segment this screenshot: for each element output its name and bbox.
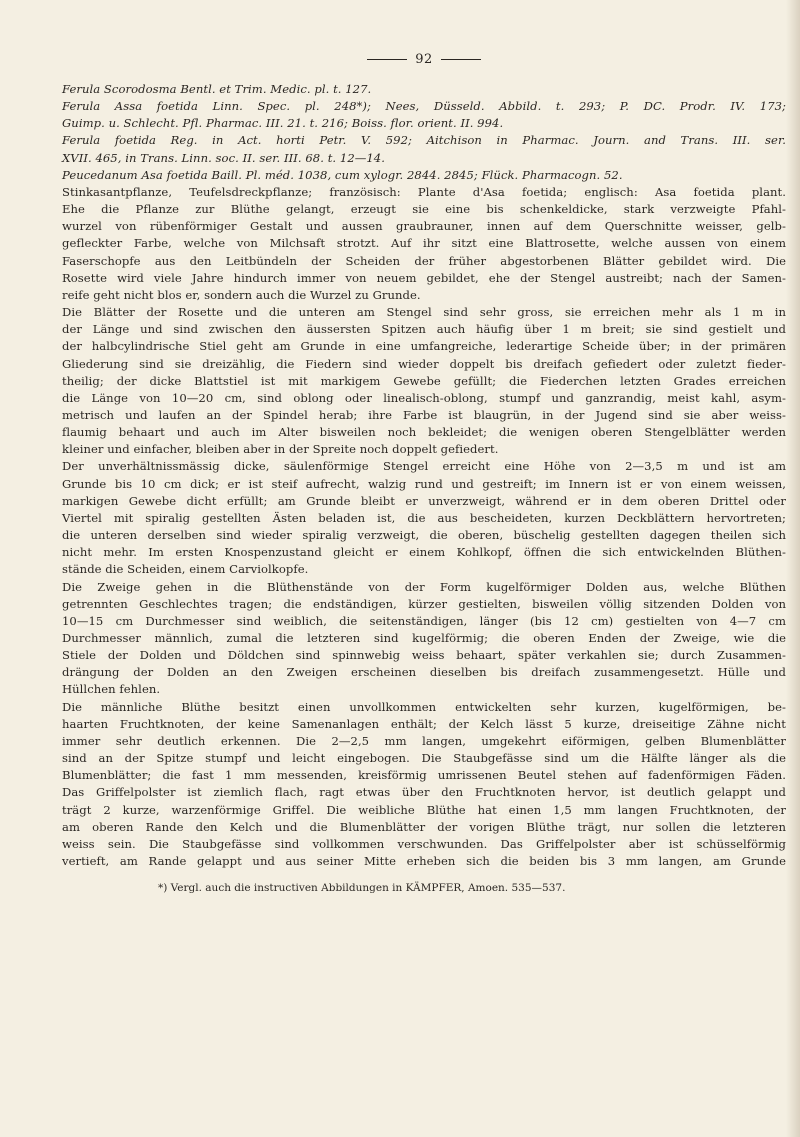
text-line: Die Blätter der Rosette und die unteren am Stengel sind sehr gross, sie erreichen mehr als 1 m in [62, 305, 786, 320]
text-line: Hüllchen fehlen. [62, 682, 161, 697]
text-line: weiss sein. Die Staubgefässe sind vollkommen verschwunden. Das Griffelpolster aber ist schüsselförmig [62, 836, 786, 851]
text-line: Das Griffelpolster ist ziemlich flach, ragt etwas über den Fruchtknoten hervor, ist deutlich gelappt und [62, 785, 786, 800]
text-line: wurzel von rübenförmiger Gestalt und aussen graubrauner, innen auf dem Querschnitte weisser, gelb- [62, 219, 786, 234]
text-line: 10—15 cm Durchmesser sind weiblich, die seitenständigen, länger (bis 12 cm) gestielten von 4—7 cm [62, 613, 786, 628]
text-line: am oberen Rande den Kelch und die Blumenblätter der vorigen Blüthe trägt, nur sollen die letzteren [62, 819, 786, 834]
text-line: trägt 2 kurze, warzenförmige Griffel. Die weibliche Blüthe hat einen 1,5 mm langen Fruchtknoten, der [62, 802, 786, 817]
text-line: Ferula Scorodosma Bentl. et Trim. Medic. pl. t. 127. [62, 82, 372, 96]
text-line: immer sehr deutlich erkennen. Die 2—2,5 mm langen, umgekehrt eiförmigen, gelben Blumenblätter [62, 733, 786, 748]
text-line: der Länge und sind zwischen den äussersten Spitzen auch häufig über 1 m breit; sie sind gestielt und [62, 322, 786, 337]
text-line: nicht mehr. Im ersten Knospenzustand gleicht er einem Kohlkopf, öffnen die sich entwickelnden Blüthen- [62, 545, 786, 560]
text-line: kleiner und einfacher, bleiben aber in der Spreite noch doppelt gefiedert. [62, 442, 499, 457]
text-line: getrennten Geschlechtes tragen; die endständigen, kürzer gestielten, bisweilen völlig sitzenden Dolden von [62, 596, 786, 611]
text-line: stände die Scheiden, einem Carviolkopfe. [62, 562, 309, 577]
text-line: Der unverhältnissmässig dicke, säulenförmige Stengel erreicht eine Höhe von 2—3,5 m und ist am [62, 459, 786, 474]
text-line: Peucedanum Asa foetida Baill. Pl. méd. 1038, cum xylogr. 2844. 2845; Flück. Pharmacogn. 52. [62, 167, 623, 182]
page-body [62, 0, 786, 894]
text-line: Stiele der Dolden und Döldchen sind spinnwebig weiss behaart, später verkahlen sie; durch Zusammen- [62, 648, 786, 663]
text-line: metrisch und laufen an der Spindel herab; ihre Farbe ist blaugrün, in der Jugend sind sie aber weiss- [62, 407, 786, 422]
text-line: die unteren derselben sind wieder spiralig verzweigt, die oberen, büschelig gestellten dagegen theilen sich [62, 528, 786, 543]
text-line: gefleckter Farbe, welche von Milchsaft strotzt. Auf ihr sitzt eine Blattrosette, welche aussen von einem [62, 236, 786, 251]
text-line: sind an der Spitze stumpf und leicht eingebogen. Die Staubgefässe sind um die Hälfte länger als die [62, 751, 786, 766]
text-line: Gliederung sind sie dreizählig, die Fiedern sind wieder doppelt bis dreifach gefiedert oder zuletzt fieder- [62, 356, 786, 371]
text-line: Faserschopfe aus den Leitbündeln der Scheiden der früher abgestorbenen Blätter gebildet wird. Die [62, 253, 786, 268]
text-line: Ferula foetida Reg. in Act. horti Petr. V. 592; Aitchison in Pharmac. Journ. and Trans. III. ser. [62, 133, 786, 148]
text-line: Grunde bis 10 cm dick; er ist steif aufrecht, walzig rund und gestreift; im Innern ist er von einem weissen, [62, 476, 786, 491]
text-line: vertieft, am Rande gelappt und aus seiner Mitte erheben sich die beiden bis 3 mm langen, am Grunde [62, 854, 786, 869]
body-text [62, 81, 786, 870]
text-line: flaumig behaart und auch im Alter bisweilen noch bekleidet; die wenigen oberen Stengelblätter werden [62, 425, 786, 440]
text-line: die Länge von 10—20 cm, sind oblong oder linealisch-oblong, stumpf und ganzrandig, meist kahl, asym- [62, 390, 786, 405]
text-line: theilig; der dicke Blattstiel ist mit markigem Gewebe gefüllt; die Fiederchen letzten Grades erreichen [62, 373, 786, 388]
text-line: Stinkasantpflanze, Teufelsdreckpflanze; französisch: Plante d'Asa foetida; englisch: Asa foetida plant. [62, 184, 786, 199]
text-line: XVII. 465, in Trans. Linn. soc. II. ser. III. 68. t. 12—14. [62, 150, 385, 165]
text-line: Ferula Assa foetida Linn. Spec. pl. 248*); Nees, Düsseld. Abbild. t. 293; P. DC. Prodr. IV. 173; [62, 99, 786, 114]
text-line: Die Zweige gehen in die Blüthenstände von der Form kugelförmiger Dolden aus, welche Blüthen [62, 579, 786, 594]
text-line: haarten Fruchtknoten, der keine Samenanlagen enthält; der Kelch lässt 5 kurze, dreiseitige Zähne nicht [62, 716, 786, 731]
text-line: Blumenblätter; die fast 1 mm messenden, kreisförmig umrissenen Beutel stehen auf fadenförmigen Fäden. [62, 768, 786, 783]
page-edge-shadow [786, 0, 800, 1137]
footnote: *) Vergl. auch die instructiven Abbildungen in KÄMPFER, Amoen. 535—537. [158, 882, 566, 895]
rule-left [367, 59, 407, 60]
page-number [62, 52, 786, 67]
text-line: der halbcylindrische Stiel geht am Grunde in eine umfangreiche, lederartige Scheide über; in der primären [62, 339, 786, 354]
text-line: Die männliche Blüthe besitzt einen unvollkommen entwickelten sehr kurzen, kugelförmigen, be- [62, 699, 786, 714]
text-line: Ehe die Pflanze zur Blüthe gelangt, erzeugt sie eine bis schenkeldicke, stark verzweigte Pfahl- [62, 202, 786, 217]
text-line: drängung der Dolden an den Zweigen erscheinen dieselben bis dreifach zusammengesetzt. Hülle und [62, 665, 786, 680]
text-line: Guimp. u. Schlecht. Pfl. Pharmac. III. 21. t. 216; Boiss. flor. orient. II. 994. [62, 116, 504, 131]
text-line: Rosette wird viele Jahre hindurch immer von neuem gebildet, ehe der Stengel austreibt; nach der Samen- [62, 270, 786, 285]
text-line: Viertel mit spiralig gestellten Ästen beladen ist, die aus bescheideten, kurzen Deckblättern hervortreten; [62, 510, 786, 525]
page-number-text: 92 [415, 52, 433, 67]
text-line: reife geht nicht blos er, sondern auch die Wurzel zu Grunde. [62, 287, 421, 302]
rule-right [441, 59, 481, 60]
text-line: markigen Gewebe dicht erfüllt; am Grunde bleibt er unverzweigt, während er in dem oberen Drittel oder [62, 493, 786, 508]
text-line: Durchmesser männlich, zumal die letzteren sind kugelförmig; die oberen Enden der Zweige, wie die [62, 631, 786, 645]
